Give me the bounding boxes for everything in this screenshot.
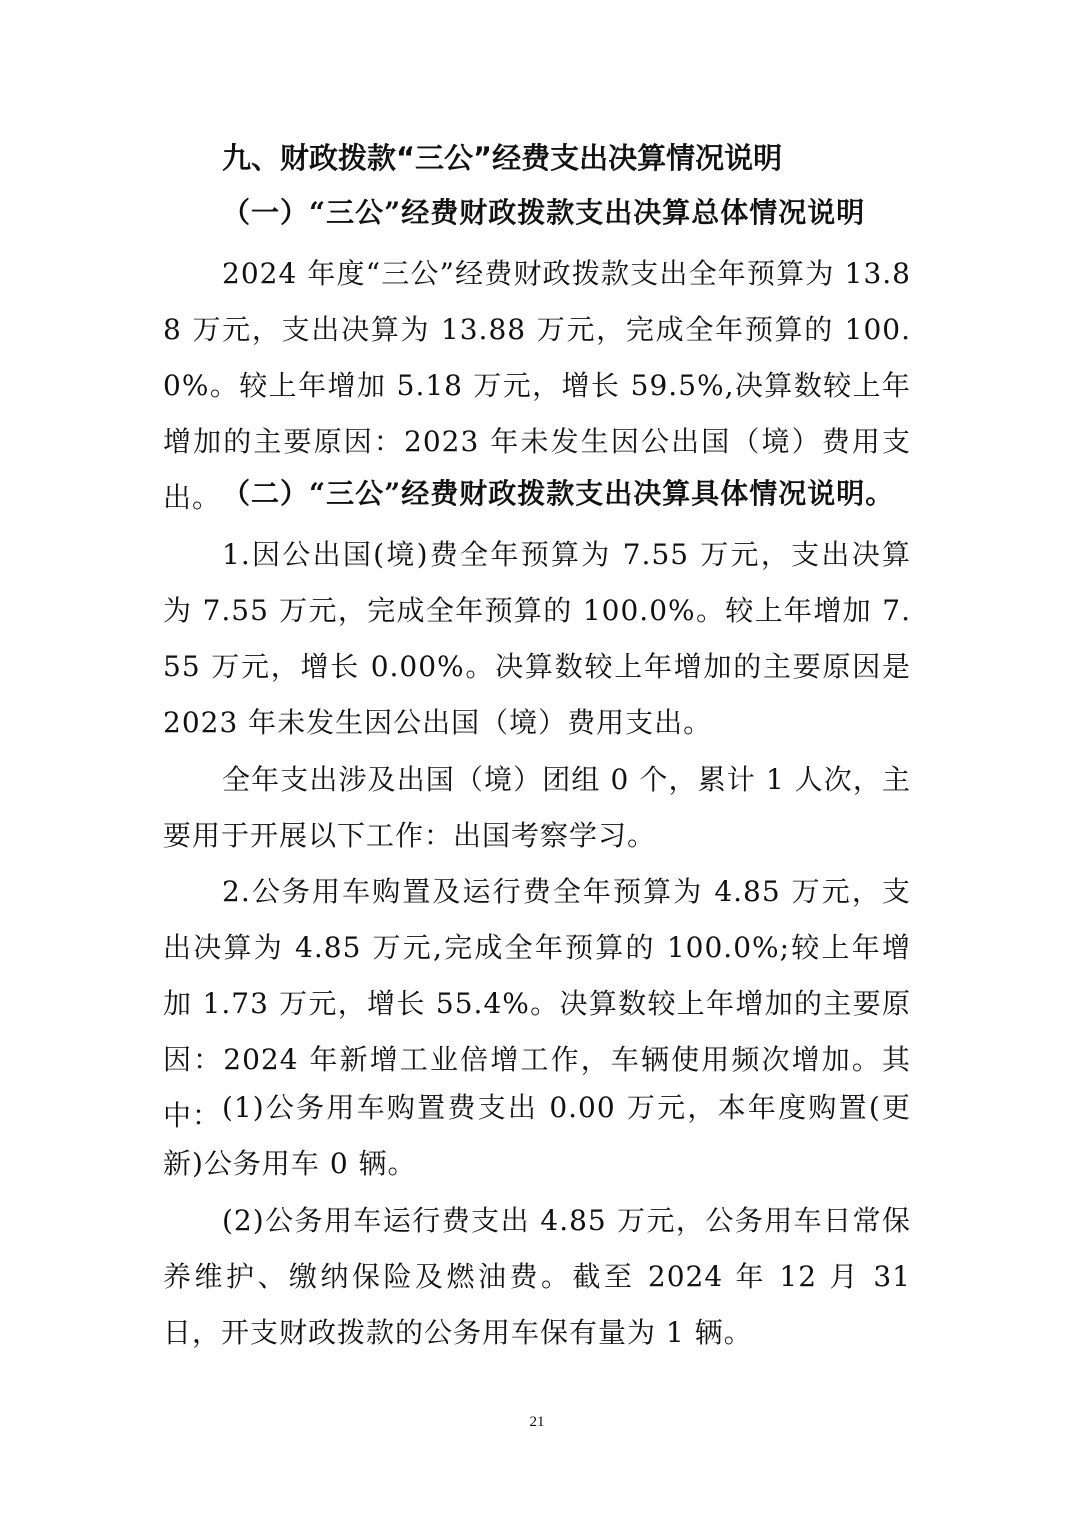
paragraph-overseas-travel: 1.因公出国(境)费全年预算为 7.55 万元，支出决算为 7.55 万元，完成全年预算的 100.0%。较上年增加 7.55 万元，增长 0.00%。决算数较上年增加的主要原因是 2023 年未发生因公出国（境）费用支出。	[163, 538, 911, 739]
subsection-title-detail: （二）“三公”经费财政拨款支出决算具体情况说明。	[222, 477, 895, 510]
subsection-title-overall: （一）“三公”经费财政拨款支出决算总体情况说明	[222, 196, 866, 229]
paragraph-vehicle-costs: 2.公务用车购置及运行费全年预算为 4.85 万元，支出决算为 4.85 万元,完成全年预算的 100.0%;较上年增加 1.73 万元，增长 55.4%。决算数较上年增加的主要原因：2024 年新增工业倍增工作，车辆使用频次增加。其中：	[163, 875, 911, 1132]
paragraph-overall: 2024 年度“三公”经费财政拨款支出全年预算为 13.88 万元，支出决算为 13.88 万元，完成全年预算的 100.0%。较上年增加 5.18 万元，增长 59.5%,决算数较上年增加的主要原因：2023 年未发生因公出国（境）费用支出。	[163, 257, 911, 514]
paragraph-vehicle-purchase: (1)公务用车购置费支出 0.00 万元，本年度购置(更新)公务用车 0 辆。	[163, 1091, 911, 1180]
paragraph-vehicle-operation: (2)公务用车运行费支出 4.85 万元，公务用车日常保养维护、缴纳保险及燃油费。截至 2024 年 12 月 31 日，开支财政拨款的公务用车保有量为 1 辆。	[163, 1204, 911, 1349]
paragraph-overseas-groups: 全年支出涉及出国（境）团组 0 个，累计 1 人次，主要用于开展以下工作：出国考察学习。	[163, 763, 911, 852]
page-number: 21	[529, 1414, 545, 1430]
section-heading: 九、财政拨款“三公”经费支出决算情况说明	[222, 141, 783, 175]
